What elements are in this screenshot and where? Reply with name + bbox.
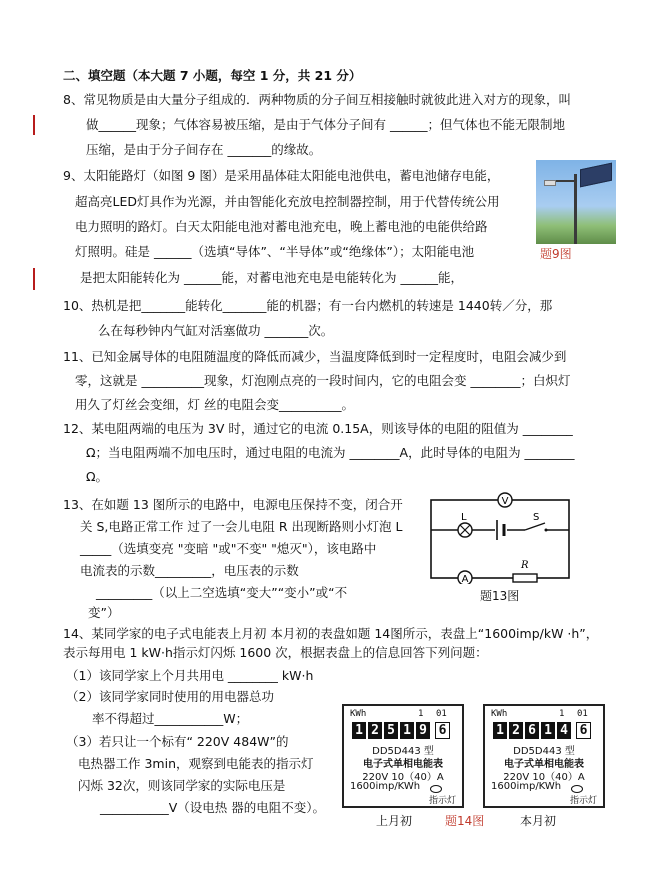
q12-line: 12、某电阻两端的电压为 3V 时，通过它的电流 0.15A，则该导体的电阻的阻值为 ________ bbox=[63, 421, 573, 436]
meter2-caption: 本月初 bbox=[520, 814, 557, 828]
q11-line: 零，这就是 __________现象，灯泡刚点亮的一段时间内，它的电阻会变 ________；白炽灯 bbox=[75, 373, 571, 388]
battery bbox=[495, 520, 507, 540]
q9-line: 是把太阳能转化为 ______能，对蓄电池充电是电能转化为 ______能， bbox=[80, 270, 463, 285]
q12-line: Ω；当电阻两端不加电压时，通过电阻的电流为 ________A，此时导体的电阻为 ________ bbox=[86, 445, 575, 460]
q13-line: 关 S,电路正常工作 过了一会儿电阻 R 出现断路则小灯泡 L bbox=[80, 519, 403, 534]
q9-line: 灯照明。硅是 ______（选填“导体”、“半导体”或“绝缘体”）；太阳能电池 bbox=[75, 244, 475, 259]
q11-line: 用久了灯丝会变细，灯 丝的电阻会变__________。 bbox=[75, 397, 354, 412]
q9-figure-caption: 题9图 bbox=[540, 247, 572, 261]
margin-mark bbox=[33, 268, 35, 290]
indicator-light-icon bbox=[430, 785, 442, 793]
q14-line: （3）若只让一个标有“ 220V 484W”的 bbox=[66, 734, 289, 749]
ammeter bbox=[458, 571, 472, 584]
q9-line: 9、太阳能路灯（如图 9 图）是采用晶体硅太阳能电池供电，蓄电池储存电能， bbox=[63, 168, 500, 183]
meter-reading: 1 2 6 1 4 6 bbox=[493, 722, 593, 739]
q11-line: 11、已知金属导体的电阻随温度的降低而减少，当温度降低到时一定程度时，电阻会减少到 bbox=[63, 349, 567, 364]
q8-line: 8、常见物质是由大量分子组成的．两种物质的分子间互相接触时就彼此进入对方的现象，叫 bbox=[63, 92, 571, 107]
q14-line: 电热器工作 3min，观察到电能表的指示灯 bbox=[78, 756, 314, 771]
q14-line: 闪烁 32次，则该同学家的实际电压是 bbox=[78, 778, 286, 793]
q14-line: （2）该同学家同时使用的用电器总功 bbox=[66, 689, 274, 704]
q14-line: 率不得超过___________W； bbox=[92, 711, 249, 726]
q10-line: 10、热机是把_______能转化_______能的机器；有一台内燃机的转速是 1440转／分，那 bbox=[63, 298, 553, 313]
lamp-l bbox=[458, 512, 472, 537]
section-title: 二、填空题（本大题 7 小题，每空 1 分，共 21 分） bbox=[63, 68, 362, 83]
meter1-caption: 上月初 bbox=[376, 814, 413, 828]
q14-line: （1）该同学家上个月共用电 ________ kW·h bbox=[66, 668, 314, 683]
svg-text:R: R bbox=[521, 560, 529, 571]
q13-line: 13、在如题 13 图所示的电路中，电源电压保持不变，闭合开 bbox=[63, 497, 403, 512]
solar-street-lamp-photo bbox=[536, 160, 616, 244]
svg-text:A: A bbox=[461, 574, 469, 584]
q13-circuit-diagram bbox=[425, 492, 575, 584]
q10-line: 么在每秒钟内气缸对活塞做功 _______次。 bbox=[98, 323, 334, 338]
svg-text:S: S bbox=[533, 512, 540, 523]
q14-figure-caption: 题14图 bbox=[445, 814, 485, 828]
svg-text:L: L bbox=[461, 512, 467, 523]
q14-line: 表示每用电 1 kW·h指示灯闪烁 1600 次，根据表盘上的信息回答下列问题： bbox=[63, 645, 488, 660]
q13-line: _________（以上二空选填“变大”“变小”或“不 bbox=[96, 585, 348, 600]
q9-line: 电力照明的路灯。白天太阳能电池对蓄电池充电，晚上蓄电池的电能供给路 bbox=[75, 219, 488, 234]
voltmeter bbox=[498, 493, 512, 507]
q14-line: ___________V（设电热 器的电阻不变）。 bbox=[100, 800, 326, 815]
switch-s bbox=[525, 512, 548, 532]
q14-line: 14、某同学家的电子式电能表上月初 本月初的表盘如题 14图所示，表盘上“1600imp/kW ·h”， bbox=[63, 626, 599, 641]
resistor-r bbox=[513, 560, 537, 582]
svg-text:V: V bbox=[501, 496, 509, 507]
q13-figure-caption: 题13图 bbox=[480, 589, 520, 603]
energy-meter-this-month: KWh 1 01 1 2 6 1 4 6 DD5D443 型 电子式单相电能表 220V 10（40）A 1600imp/KWh 指示灯 bbox=[483, 704, 605, 808]
q12-line: Ω。 bbox=[86, 469, 109, 484]
q8-line: 做______现象；气体容易被压缩，是由于气体分子间有 ______；但气体也不能无限制地 bbox=[86, 117, 565, 132]
energy-meter-last-month: KWh 1 01 1 2 5 1 9 6 DD5D443 型 电子式单相电能表 220V 10（40）A 1600imp/KWh 指示灯 bbox=[342, 704, 464, 808]
margin-mark bbox=[33, 115, 35, 135]
q13-line: 电流表的示数_________，电压表的示数 bbox=[80, 563, 299, 578]
meter-reading: 1 2 5 1 9 6 bbox=[352, 722, 452, 739]
q8-line: 压缩，是由于分子间存在 _______的缘故。 bbox=[86, 142, 322, 157]
indicator-light-icon bbox=[571, 785, 583, 793]
q13-line: _____（选填变亮 "变暗 "或"不变" "熄灭"），该电路中 bbox=[80, 541, 377, 556]
q13-line: 变”） bbox=[88, 605, 120, 620]
q9-line: 超高亮LED灯具作为光源，并由智能化充放电控制器控制，用于代替传统公用 bbox=[75, 194, 500, 209]
